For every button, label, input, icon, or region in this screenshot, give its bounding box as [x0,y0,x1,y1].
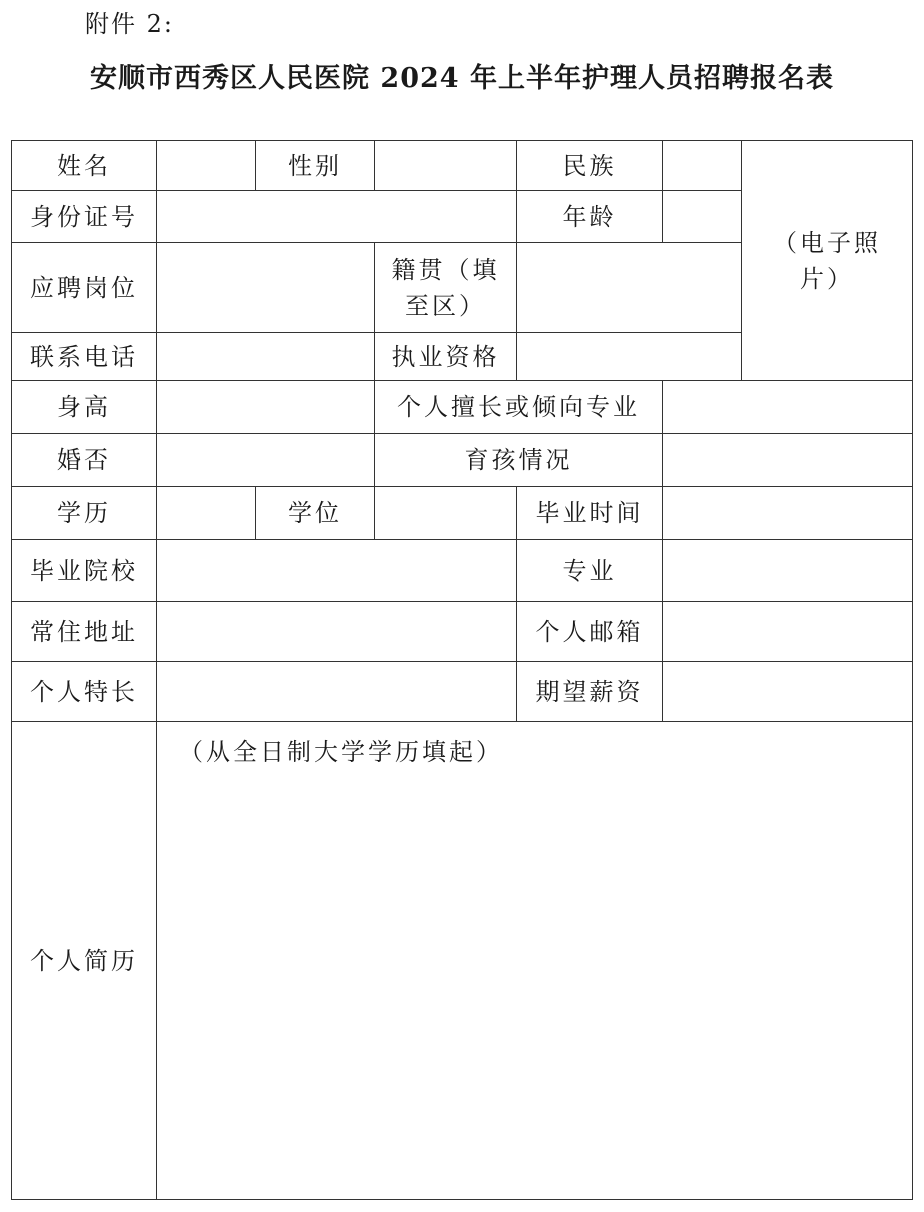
skills-field[interactable] [157,662,517,722]
age-field[interactable] [663,191,742,243]
phone-field[interactable] [157,333,375,381]
address-field[interactable] [157,602,517,662]
gender-label: 性别 [256,141,375,191]
photo-cell[interactable] [742,141,913,381]
name-label: 姓名 [12,141,157,191]
native-place-label: 籍贯（填至区） [375,243,517,333]
specialty-field[interactable] [663,381,913,434]
children-field[interactable] [663,434,913,487]
position-field[interactable] [157,243,375,333]
phone-label: 联系电话 [12,333,157,381]
form-title: 安顺市西秀区人民医院 2024 年上半年护理人员招聘报名表 [90,63,834,94]
license-field[interactable] [517,333,742,381]
resume-field[interactable] [157,722,913,1200]
education-label: 学历 [12,487,157,540]
major-label: 专业 [517,540,663,602]
marital-label: 婚否 [12,434,157,487]
resume-hint: （从全日制大学学历填起） [179,738,503,766]
native-place-field[interactable] [517,243,742,333]
degree-field[interactable] [375,487,517,540]
attachment-label: 附件 2: [85,10,174,38]
id-number-field[interactable] [157,191,517,243]
id-number-label: 身份证号 [12,191,157,243]
address-label: 常住地址 [12,602,157,662]
grad-time-label: 毕业时间 [517,487,663,540]
salary-label: 期望薪资 [517,662,663,722]
school-label: 毕业院校 [12,540,157,602]
ethnicity-label: 民族 [517,141,663,191]
degree-label: 学位 [256,487,375,540]
skills-label: 个人特长 [12,662,157,722]
height-label: 身高 [12,381,157,434]
major-field[interactable] [663,540,913,602]
email-label: 个人邮箱 [517,602,663,662]
grad-time-field[interactable] [663,487,913,540]
children-label: 育孩情况 [375,434,663,487]
name-field[interactable] [157,141,256,191]
license-label: 执业资格 [375,333,517,381]
salary-field[interactable] [663,662,913,722]
gender-field[interactable] [375,141,517,191]
position-label: 应聘岗位 [12,243,157,333]
education-field[interactable] [157,487,256,540]
height-field[interactable] [157,381,375,434]
email-field[interactable] [663,602,913,662]
photo-placeholder: （电子照片） [773,228,881,293]
age-label: 年龄 [517,191,663,243]
ethnicity-field[interactable] [663,141,742,191]
school-field[interactable] [157,540,517,602]
registration-form-table [11,140,913,1200]
resume-label: 个人简历 [12,722,157,1200]
marital-field[interactable] [157,434,375,487]
specialty-label: 个人擅长或倾向专业 [375,381,663,434]
